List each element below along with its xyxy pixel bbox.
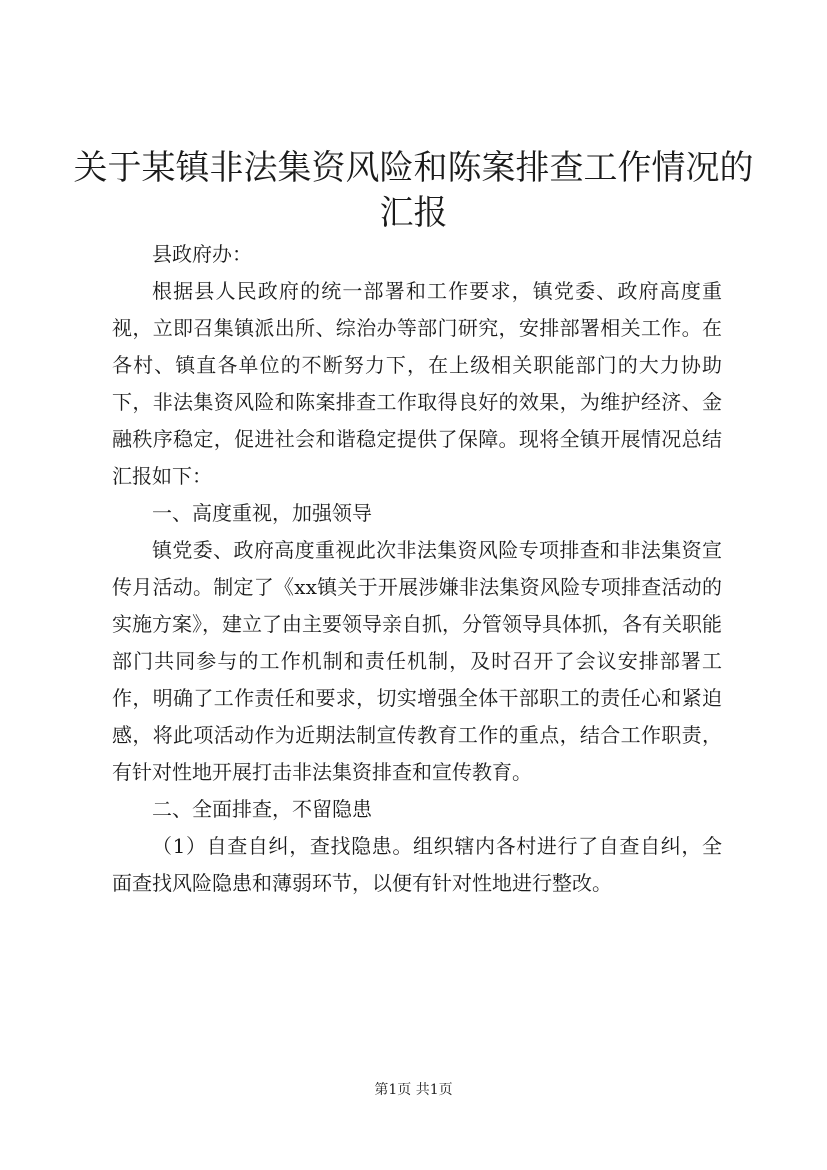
section-heading-2: 二、全面排查，不留隐患 xyxy=(152,797,372,821)
paragraph-section-2-item-1: （1）自查自纠，查找隐患。组织辖内各村进行了自查自纠，全面查找风险隐患和薄弱环节，以便有针对性地进行整改。 xyxy=(112,834,722,895)
paragraph-section-1: 镇党委、政府高度重视此次非法集资风险专项排查和非法集资宣传月活动。制定了《xx镇关于开展涉嫌非法集资风险专项排查活动的实施方案》，建立了由主要领导亲自抓，分管领导具体抓，各有关职能部门共同参与的工作机制和责任机制，及时召开了会议安排部署工作，明确了工作责任和要求，切实增强全体干部职工的责任心和紧迫感，将此项活动作为近期法制宣传教育工作的重点，结合工作职责，有针对性地开展打击非法集资排查和宣传教育。 xyxy=(112,538,722,784)
document-body xyxy=(112,236,722,902)
salutation: 县政府办： xyxy=(152,242,252,266)
paragraph-intro: 根据县人民政府的统一部署和工作要求，镇党委、政府高度重视，立即召集镇派出所、综治办等部门研究，安排部署相关工作。在各村、镇直各单位的不断努力下，在上级相关职能部门的大力协助下，非法集资风险和陈案排查工作取得良好的效果，为维护经济、金融秩序稳定，促进社会和谐稳定提供了保障。现将全镇开展情况总结汇报如下： xyxy=(112,279,722,488)
page-footer: 第1页 共1页 xyxy=(374,1082,453,1098)
document-title-line2: 汇报 xyxy=(379,193,448,233)
document-title-line1: 关于某镇非法集资风险和陈案排查工作情况的 xyxy=(73,148,754,188)
section-heading-1: 一、高度重视，加强领导 xyxy=(152,501,372,525)
